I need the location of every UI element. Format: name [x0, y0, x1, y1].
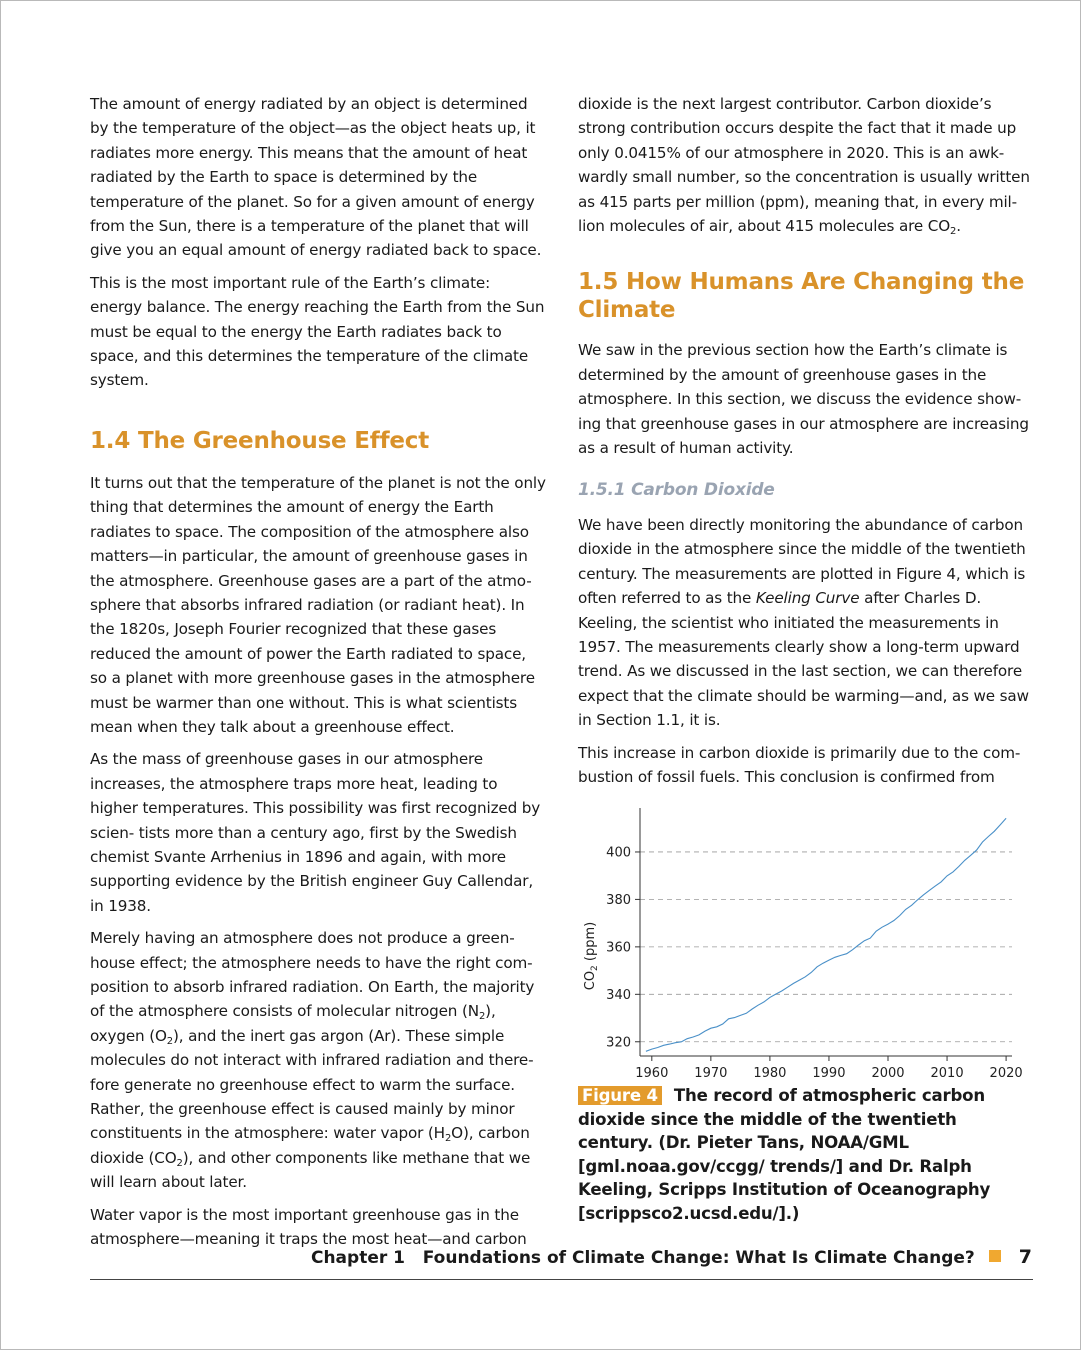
y-tick-label: 340: [606, 987, 631, 1003]
paragraph: This increase in carbon dioxide is primarily due to the com- bustion of fossil fuels. This conclusion is confirmed from: [578, 743, 1021, 786]
y-tick-label: 380: [606, 892, 631, 908]
paragraph: The amount of energy radiated by an object is determined by the temperature of the object—as the object heats up, it radiates more energy. This means that the amount of heat radiated by the Earth to space is determined by the temperature of the planet. So for a given amount of energy from the Sun, there is a temperature of the planet that will give you an equal amount of energy radiated back to space.: [90, 95, 542, 260]
left-column: [90, 92, 546, 1259]
chart-svg: [578, 804, 1028, 1086]
section-heading-1-5: 1.5 How Humans Are Changing the Climate: [578, 269, 1025, 324]
co2-series-line: [646, 818, 1006, 1051]
accent-square: [989, 1250, 1001, 1262]
figure-caption: [578, 1084, 1033, 1225]
footer-rule: [90, 1279, 1033, 1280]
x-tick-label: 2000: [871, 1066, 905, 1081]
paragraph: It turns out that the temperature of the planet is not the only thing that determines the amount of energy the Earth radiates to space. The composition of the atmosphere also matters—in particular, the amount of greenhouse gases in the atmosphere. Greenhouse gases are a part of the atmo- sphere that absorbs infrared radiation (or radiant heat). In the 1820s, Joseph Fourier recognized that these gases reduced the amount of power the Earth radiated to space, so a planet with more greenhouse gases in the atmosphere must be warmer than one without. This is what scientists mean when they talk about a greenhouse effect.: [90, 473, 546, 736]
x-tick-label: 2020: [989, 1066, 1023, 1081]
paragraph: This is the most important rule of the Earth’s climate: energy balance. The energy reaching the Earth from the Sun must be equal to the energy the Earth radiates back to space, and this determines the temperature of the climate system.: [90, 273, 545, 390]
y-tick-label: 360: [606, 940, 631, 956]
x-tick-label: 1970: [694, 1066, 728, 1081]
page-number: 7: [1018, 1246, 1032, 1268]
y-axis-label: $CO_2$ (ppm): [583, 921, 600, 991]
paragraph: As the mass of greenhouse gases in our atmosphere increases, the atmosphere traps more heat, leading to higher temperatures. This possibility was first recognized by scien- tists more than a century ago, first by the Swedish chemist Svante Arrhenius in 1896 and again, with more supporting evidence by the British engineer Guy Callendar, in 1938.: [90, 750, 541, 915]
chapter-number: Chapter 1: [310, 1248, 405, 1268]
x-tick-label: 2010: [930, 1066, 964, 1081]
page-footer: [0, 1246, 1032, 1268]
paragraph: We saw in the previous section how the Earth’s climate is determined by the amount of greenhouse gases in the atmosphere. In this section, we discuss the evidence show- ing that greenhouse gases in our atmosphere are increasing as a result of human activity.: [578, 341, 1029, 458]
x-tick-label: 1980: [753, 1066, 787, 1081]
paragraph: dioxide is the next largest contributor. Carbon dioxide’s strong contribution occurs despite the fact that it made up only 0.0415% of our atmosphere in 2020. This is an awk- wardly small number, so the concentration is usually written as 415 parts per million (ppm), meaning that, in every mil- lion molecules of air, about 415 molecules are $CO_2$.: [578, 95, 1030, 238]
keeling-curve-chart: [578, 804, 1028, 1086]
right-column: [578, 92, 1034, 797]
y-tick-label: 320: [606, 1035, 631, 1051]
paragraph: Merely having an atmosphere does not produce a green- house effect; the atmosphere needs to have the right com- position to absorb infrared radiation. On Earth, the majority of the atmosphere consists of molecular nitrogen $(N_2)$, oxygen $(O_2)$, and the inert gas argon (Ar). These simple molecules do not interact with infrared radiation and there- fore generate no greenhouse effect to warm the surface. Rather, the greenhouse effect is caused mainly by minor constituents in the atmosphere: water vapor $(H_2O)$, carbon dioxide $(CO_2)$, and other components like methane that we will learn about later.: [90, 929, 535, 1192]
x-tick-label: 1990: [812, 1066, 846, 1081]
paragraph: Water vapor is the most important greenhouse gas in the atmosphere—meaning it traps the most heat—and carbon: [90, 1205, 527, 1249]
y-tick-label: 400: [606, 845, 631, 861]
x-tick-label: 1960: [635, 1066, 669, 1081]
figure-badge: Figure 4: [578, 1086, 662, 1105]
subsection-heading-1-5-1: 1.5.1 Carbon Dioxide: [578, 480, 775, 501]
paragraph: We have been directly monitoring the abundance of carbon dioxide in the atmosphere since the middle of the twentieth century. The measurements are plotted in Figure 4, which is often referred to as the Keeling Curve after Charles D. Keeling, the scientist who initiated the measurements in 1957. The measurements clearly show a long-term upward trend. As we discussed in the last section, we can therefore expect that the climate should be warming—and, as we saw in Section 1.1, it is.: [578, 515, 1029, 730]
chapter-title: Foundations of Climate Change: What Is Climate Change?: [422, 1248, 975, 1268]
section-heading-1-4: 1.4 The Greenhouse Effect: [90, 427, 430, 454]
caption-text: The record of atmospheric carbon dioxide since the middle of the twentieth century. (Dr. Pieter Tans, NOAA/GML [gml.noaa.gov/ccgg/ trends/] and Dr. Ralph Keeling, Scripps Institution of Oceanography [scrippsco2.ucsd.edu/].): [578, 1086, 991, 1223]
